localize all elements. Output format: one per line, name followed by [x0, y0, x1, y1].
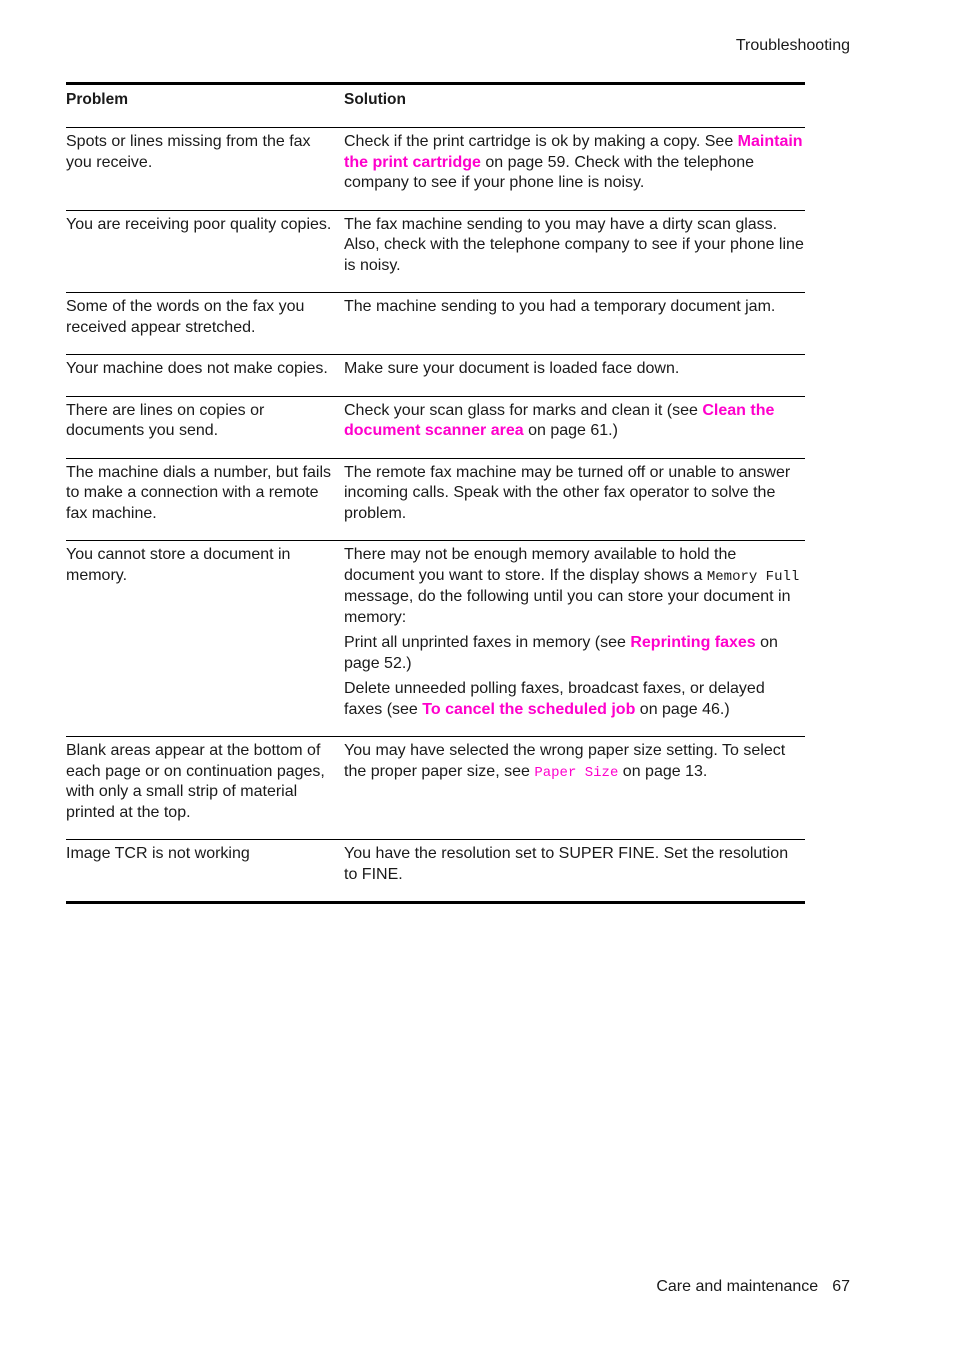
solution-text: You have the resolution set to SUPER FINE. Set the resolution to FINE.: [344, 845, 789, 883]
solution-cell: [344, 844, 805, 885]
footer-section: Care and maintenance: [656, 1278, 819, 1295]
table-row: [66, 459, 805, 541]
solution-cell: [344, 741, 805, 823]
solution-cell: [344, 463, 805, 525]
page-footer: [656, 1278, 850, 1296]
table-row: [66, 840, 805, 901]
page-number: 67: [832, 1278, 850, 1295]
solution-text: message, do the following until you can store your document in memory:: [344, 588, 791, 626]
solution-paragraph: [344, 633, 805, 674]
header-problem: Problem: [66, 91, 129, 108]
header-solution: Solution: [344, 91, 406, 108]
solution-paragraph: [344, 844, 805, 885]
solution-cell: [344, 215, 805, 277]
cross-reference-link[interactable]: To cancel the scheduled job: [422, 700, 636, 718]
solution-paragraph: [344, 679, 805, 720]
table-bottom-rule: [66, 901, 805, 904]
cross-reference-link[interactable]: Reprinting faxes: [630, 634, 756, 651]
problem-cell: Image TCR is not working: [66, 845, 250, 862]
solution-paragraph: [344, 545, 805, 628]
solution-paragraph: [344, 297, 805, 318]
solution-text: on page 46.): [635, 700, 730, 718]
cross-reference-link[interactable]: Paper Size: [534, 764, 619, 781]
solution-paragraph: [344, 463, 805, 525]
solution-paragraph: [344, 215, 805, 277]
table-row: [66, 397, 805, 458]
problem-cell: The machine dials a number, but fails to make a connection with a remote fax machine.: [66, 463, 332, 522]
problem-cell: There are lines on copies or documents you send.: [66, 401, 265, 439]
solution-cell: [344, 545, 805, 720]
solution-text: Check if the print cartridge is ok by making a copy. See: [344, 133, 738, 150]
solution-text: on page 61.): [523, 422, 618, 439]
solution-text: on page 52.): [344, 634, 778, 672]
solution-cell: [344, 401, 805, 442]
solution-text: The remote fax machine may be turned off or unable to answer incoming calls. Speak with the other fax operator to solve the problem.: [344, 463, 791, 522]
solution-text: The machine sending to you had a temporary document jam.: [344, 298, 776, 315]
solution-text: Make sure your document is loaded face down.: [344, 360, 680, 377]
problem-cell: You are receiving poor quality copies.: [66, 215, 332, 233]
solution-cell: [344, 359, 805, 380]
running-head: Troubleshooting: [735, 37, 850, 54]
cross-reference-link[interactable]: Maintain the print cartridge: [344, 133, 803, 171]
problem-cell: Your machine does not make copies.: [66, 360, 328, 377]
table-row: [66, 737, 805, 839]
solution-paragraph: [344, 741, 805, 783]
table-row: [66, 541, 805, 736]
solution-text: Delete unneeded polling faxes, broadcast faxes, or delayed faxes (see: [344, 680, 765, 718]
solution-text: on page 13.: [618, 762, 708, 780]
table-row: [66, 211, 805, 293]
table-header-row: [66, 85, 805, 127]
problem-cell: Some of the words on the fax you received appear stretched.: [66, 298, 305, 336]
cross-reference-link[interactable]: Clean the document scanner area: [344, 401, 775, 439]
table-row: [66, 293, 805, 354]
table-row: [66, 128, 805, 210]
solution-text: Print all unprinted faxes in memory (see: [344, 634, 631, 651]
solution-paragraph: [344, 359, 805, 380]
solution-paragraph: [344, 401, 805, 442]
solution-text: on page 59. Check with the telephone company to see if your phone line is noisy.: [344, 153, 754, 191]
troubleshooting-table: [66, 82, 805, 904]
problem-cell: Spots or lines missing from the fax you receive.: [66, 133, 311, 171]
solution-cell: [344, 297, 805, 338]
solution-cell: [344, 132, 805, 194]
solution-text: You may have selected the wrong paper size setting. To select the proper paper size, see: [344, 742, 786, 780]
solution-text: There may not be enough memory available to hold the document you want to store. If the display shows a: [344, 546, 737, 584]
solution-text: The fax machine sending to you may have a dirty scan glass. Also, check with the telephone company to see if your phone line is noisy.: [344, 215, 804, 274]
problem-cell: Blank areas appear at the bottom of each page or on continuation pages, with only a small strip of material printed at the top.: [66, 742, 325, 821]
table-row: [66, 355, 805, 396]
table-body: [66, 128, 805, 901]
solution-text: Check your scan glass for marks and clean it (see: [344, 401, 703, 419]
display-message: Memory Full: [706, 568, 800, 585]
solution-paragraph: [344, 132, 805, 194]
problem-cell: You cannot store a document in memory.: [66, 546, 291, 584]
